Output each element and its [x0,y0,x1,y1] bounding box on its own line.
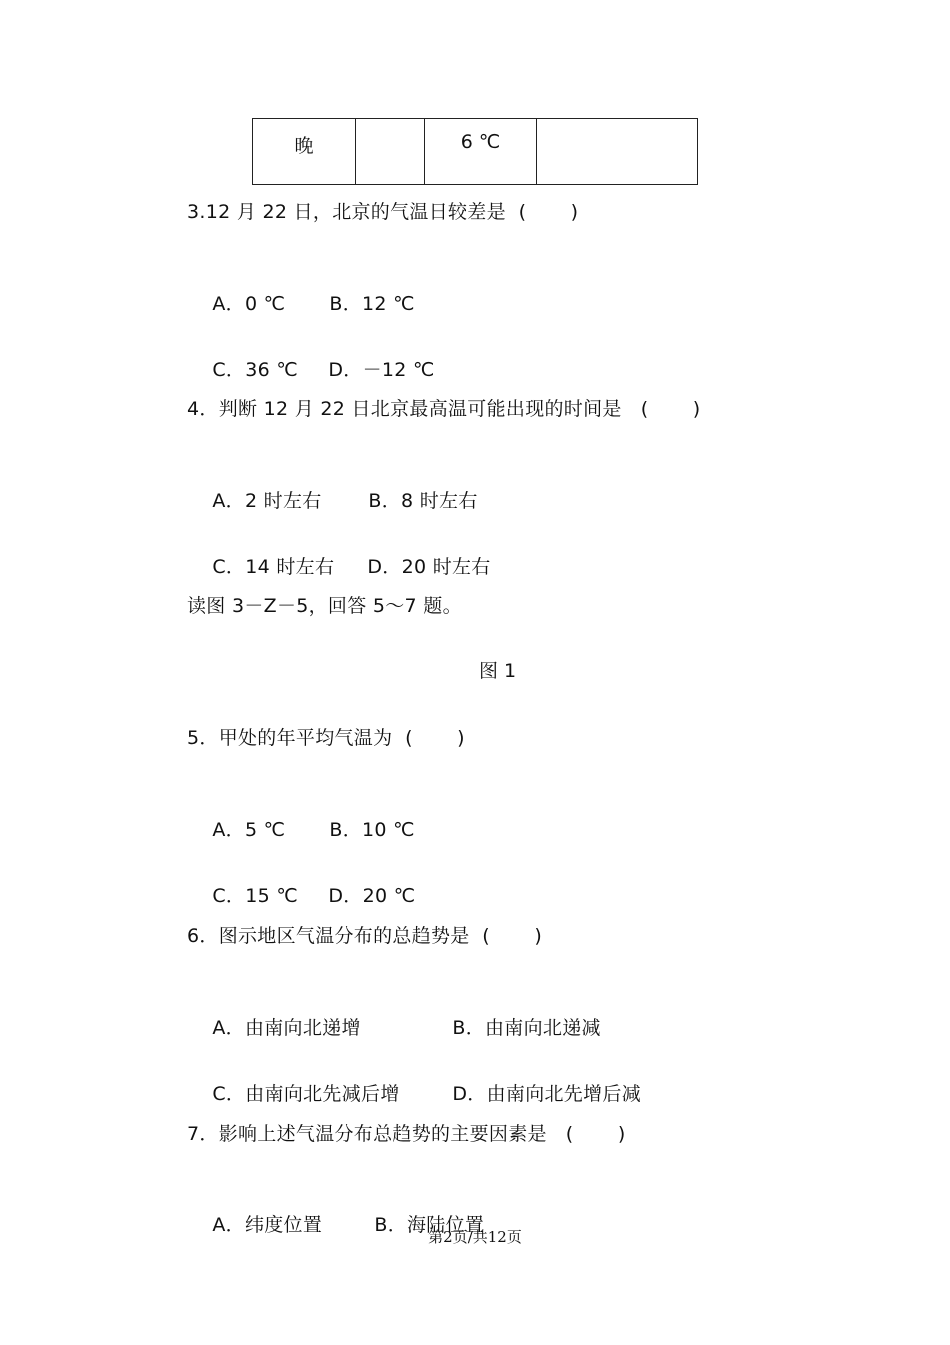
option-a: A．0 ℃ [212,293,286,315]
option-d: D．20 ℃ [328,885,416,907]
figure-intro-text: 读图 3－Z－5，回答 5～7 题。 [187,595,462,617]
question-4-stem: 4．判断 12 月 22 日北京最高温可能出现的时间是 ( ) [187,398,701,420]
option-d: D．20 时左右 [367,556,491,578]
option-c: C．由南向北先减后增 [212,1083,400,1105]
option-a: A．2 时左右 [212,490,322,512]
option-b: B．12 ℃ [329,293,415,315]
option-b: B．8 时左右 [368,490,478,512]
figure-caption: 图 1 [479,660,517,682]
option-a: A．纬度位置 [212,1214,323,1236]
question-5-stem: 5．甲处的年平均气温为 ( ) [187,727,465,749]
option-a: A．5 ℃ [212,819,286,841]
option-b: B．10 ℃ [329,819,415,841]
option-d: D．－12 ℃ [328,359,435,381]
option-b: B．由南向北递减 [452,1017,601,1039]
cell-text: 晚 [294,135,314,157]
question-7-stem: 7．影响上述气温分布总趋势的主要因素是 ( ) [187,1123,626,1145]
table-cell [537,119,698,185]
table-row [253,119,698,185]
question-6-stem: 6．图示地区气温分布的总趋势是 ( ) [187,925,543,947]
option-c: C．14 时左右 [212,556,335,578]
cell-text: 6 ℃ [460,131,501,153]
page-footer: 第2页/共12页 [428,1228,522,1246]
cell-text [537,119,697,131]
option-d: D．由南向北先增后减 [452,1083,641,1105]
table-cell [356,119,425,185]
question-3-stem: 3.12 月 22 日，北京的气温日较差是 ( ) [187,201,579,223]
table-cell [425,119,537,185]
cell-text [356,119,424,131]
question-7-options-ab [187,1186,484,1264]
table-cell [253,119,356,185]
option-c: C．15 ℃ [212,885,298,907]
temperature-table [252,118,698,185]
option-c: C．36 ℃ [212,359,298,381]
option-a: A．由南向北递增 [212,1017,361,1039]
option-b: B．海陆位置 [374,1214,485,1236]
